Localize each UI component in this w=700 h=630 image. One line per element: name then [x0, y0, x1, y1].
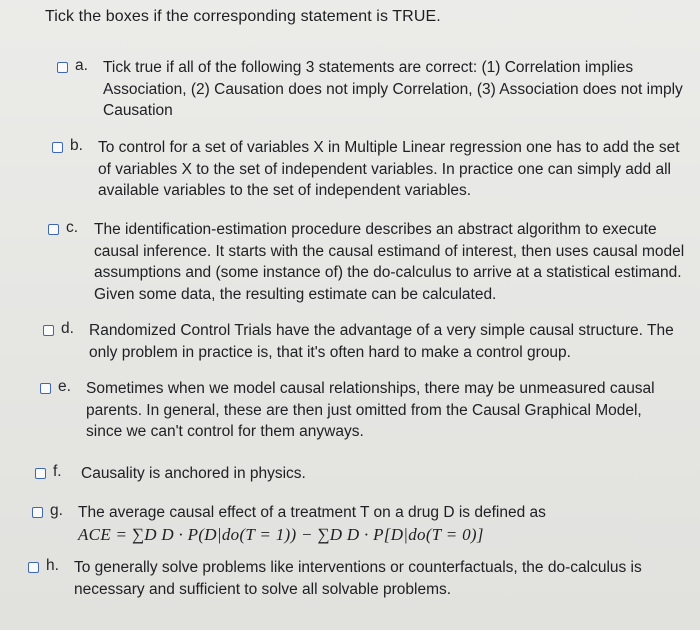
question-letter: g.: [50, 502, 63, 519]
question-g-text: The average causal effect of a treatment T on a drug D is defined as: [78, 504, 546, 521]
question-letter: f.: [53, 463, 62, 480]
question-letter: h.: [46, 557, 59, 574]
checkbox-f[interactable]: [35, 468, 46, 479]
question-letter: c.: [66, 219, 79, 236]
checkbox-h[interactable]: [28, 562, 39, 573]
question-letter: d.: [61, 320, 74, 337]
quiz-instructions: Tick the boxes if the corresponding statement is TRUE.: [45, 8, 441, 25]
question-text: [78, 502, 638, 545]
question-text: Randomized Control Trials have the advantage of a very simple causal structure. The only problem in practice is, that it's often hard to make a control group.: [89, 322, 674, 361]
question-text: To generally solve problems like interventions or counterfactuals, the do-calculus is necessary and sufficient to solve all solvable problems.: [74, 559, 642, 598]
ace-formula: ACE = ∑D D · P(D|do(T = 1)) − ∑D D · P[D|do(T = 0)]: [78, 525, 484, 544]
checkbox-d[interactable]: [43, 325, 54, 336]
checkbox-c[interactable]: [48, 224, 59, 235]
question-text: Causality is anchored in physics.: [81, 465, 306, 482]
question-letter: e.: [58, 378, 71, 395]
question-text: The identification-estimation procedure describes an abstract algorithm to execute causal inference. It starts with the causal estimand of interest, then uses causal model assumptions and (some instance of) the do-calculus to arrive at a statistical estimand. Given some data, the resulting estimate can be calculated.: [94, 221, 685, 303]
checkbox-e[interactable]: [40, 383, 51, 394]
question-letter: b.: [70, 137, 83, 154]
question-letter: a.: [75, 57, 88, 74]
question-text: Sometimes when we model causal relationships, there may be unmeasured causal parents. In general, these are then just omitted from the Causal Graphical Model, since we can't control for them anyways.: [86, 380, 655, 440]
checkbox-b[interactable]: [52, 142, 63, 153]
checkbox-a[interactable]: [57, 62, 68, 73]
checkbox-g[interactable]: [32, 507, 43, 518]
question-text: To control for a set of variables X in Multiple Linear regression one has to add the set of variables X to the set of independent variables. In practice one can simply add all available variables to the set of independent variables.: [98, 139, 680, 199]
question-text: Tick true if all of the following 3 statements are correct: (1) Correlation implies Association, (2) Causation does not imply Correlation, (3) Association does not imply Causation: [103, 59, 683, 119]
